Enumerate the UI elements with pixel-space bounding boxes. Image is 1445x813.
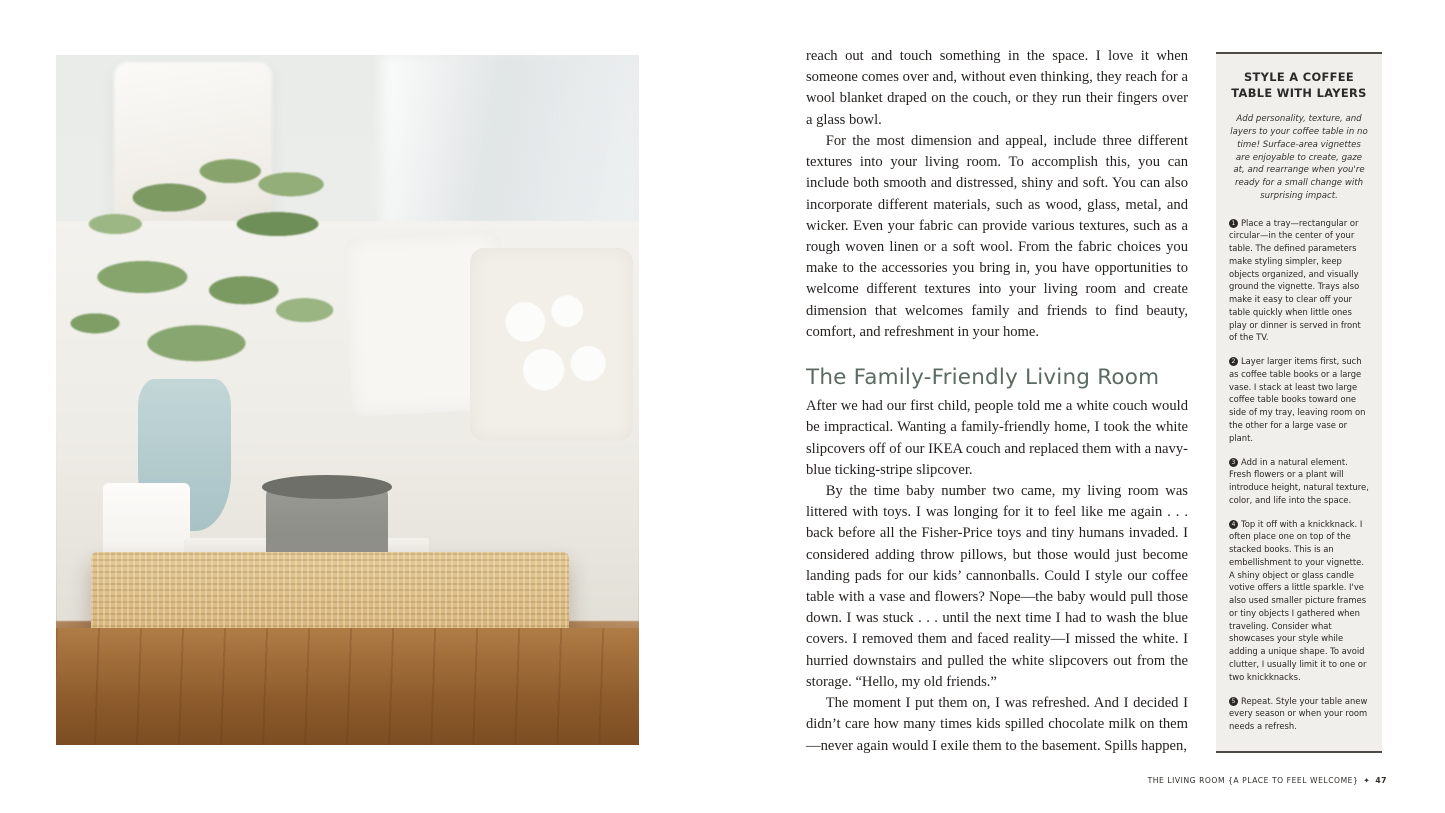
section-heading: The Family-Friendly Living Room (806, 365, 1160, 391)
chapter-photo (56, 55, 639, 745)
photo-wood-floor (56, 628, 639, 745)
sidebar-step (1229, 456, 1369, 507)
page-footer (1148, 776, 1387, 785)
step-text: Layer larger items first, such as coffee table books or a large vase. I stack at least two large coffee table books toward one side of my tray, leaving room on the other for a large vase or plant. (1229, 356, 1366, 443)
footer-separator-icon: ✦ (1363, 776, 1371, 785)
sidebar-step (1229, 695, 1369, 733)
step-number-badge: 5 (1229, 697, 1238, 706)
step-number-badge: 4 (1229, 520, 1238, 529)
sidebar-step (1229, 217, 1369, 345)
sidebar-step (1229, 518, 1369, 684)
step-number-badge: 2 (1229, 357, 1238, 366)
sidebar-title: STYLE A COFFEE TABLE WITH LAYERS (1231, 70, 1367, 100)
photo-image (56, 55, 639, 745)
photo-eucalyptus (68, 138, 406, 469)
step-number-badge: 3 (1229, 458, 1238, 467)
step-text: Add in a natural element. Fresh flowers or a plant will introduce height, natural texture, color, and life into the space. (1229, 456, 1369, 505)
sidebar-intro: Add personality, texture, and layers to your coffee table in no time! Surface-area vignettes are enjoyable to create, gaze at, and rearrange when you're ready for a small change with surprising impact. (1230, 114, 1368, 201)
main-text-column (806, 46, 1188, 757)
tips-sidebar (1216, 52, 1382, 753)
sidebar-step (1229, 355, 1369, 444)
running-head: THE LIVING ROOM {A PLACE TO FEEL WELCOME} (1147, 776, 1359, 785)
step-text: Repeat. Style your table anew every season or when your room needs a refresh. (1229, 695, 1368, 732)
body-paragraph: reach out and touch something in the space. I love it when someone comes over and, without even thinking, they reach for a wool blanket draped on the couch, or they run their fingers over a glass bowl. (806, 48, 1188, 128)
step-number-badge: 1 (1229, 219, 1238, 228)
step-text: Top it off with a knickknack. I often place one on top of the stacked books. This is an embellishment to your vignette. A shiny object or glass candle votive offers a little sparkle. I've also used smaller picture frames or tiny objects I gathered when traveling. Consider what showcases your style while adding a unique shape. To avoid clutter, I usually limit it to one or two knickknacks. (1229, 518, 1367, 682)
page-number: 47 (1375, 776, 1387, 785)
body-paragraph: After we had our first child, people told me a white couch would be impractical. Wanting a family-friendly home, I took the white slipcovers off of our IKEA couch and replaced them with a navy-blue ticking-stripe slipcover. (806, 398, 1188, 478)
body-paragraph: For the most dimension and appeal, include three different textures into your living room. To accomplish this, you can include both smooth and distressed, shiny and soft. You can also incorporate different materials, such as wood, glass, metal, and wicker. Even your fabric can provide various textures, such as a rough woven linen or a soft wool. From the fabric choices you make to the accessories you bring in, you have opportunities to welcome different textures into your living room and create dimension that welcomes family and friends to find beauty, comfort, and refreshment in your home. (806, 132, 1188, 340)
step-text: Place a tray—rectangular or circular—in the center of your table. The defined parameters make styling simpler, keep objects organized, and visually ground the vignette. Trays also make it easy to clear off your table quickly when little ones play or dinner is served in front of the TV. (1229, 217, 1361, 343)
body-paragraph: The moment I put them on, I was refreshed. And I decided I didn’t care how many times kids spilled chocolate milk on them—never again would I exile them to the basement. Spills happen, (806, 695, 1188, 754)
photo-patterned-pillow (470, 248, 633, 441)
body-paragraph: By the time baby number two came, my living room was littered with toys. I was longing for it to feel like me again . . . back before all the Fisher-Price toys and tiny humans invaded. I considered adding throw pillows, but those would just become landing pads for our kids’ cannonballs. Could I style our coffee table with a vase and flowers? Nope—the baby would pull those down. I was stuck . . . until the next time I had to wash the blue covers. I removed them and faced reality—I missed the white. I hurried downstairs and pulled the white slipcovers out from the storage. “Hello, my old friends.” (806, 482, 1188, 690)
